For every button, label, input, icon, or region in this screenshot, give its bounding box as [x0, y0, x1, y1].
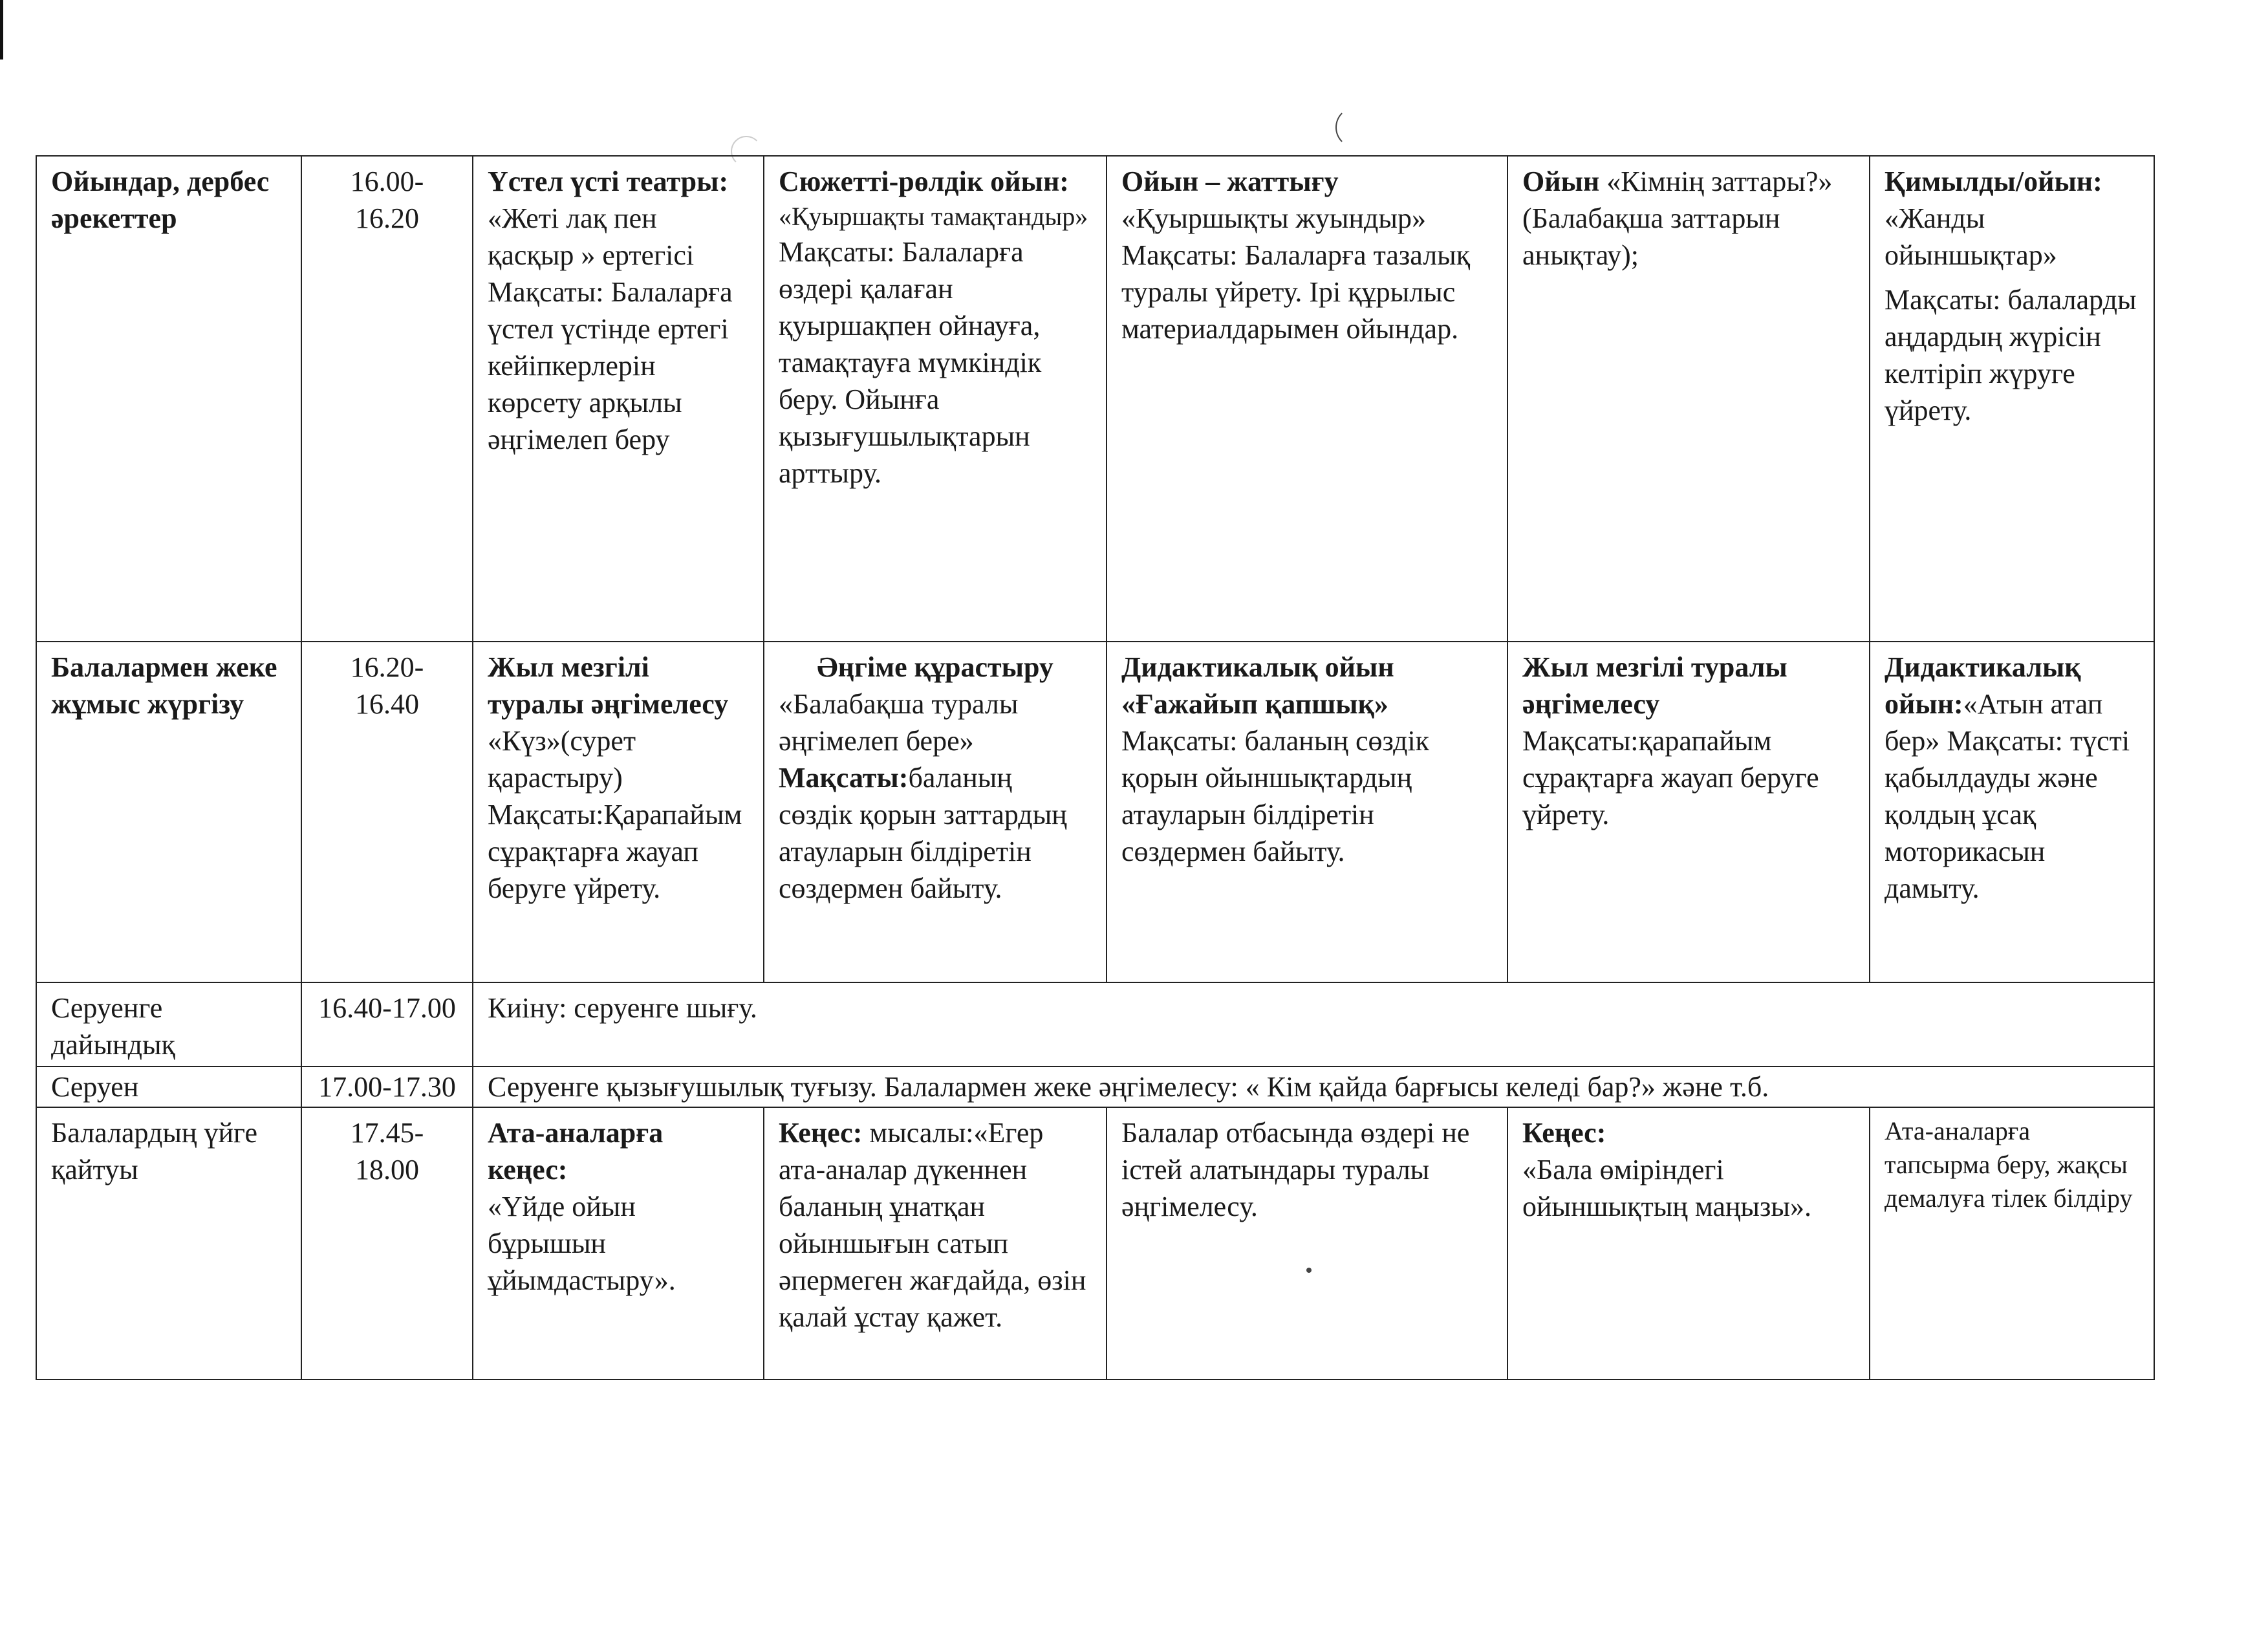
- activity-cell: Балалармен жеке жұмыс жүргізу: [36, 642, 301, 982]
- thursday-cell: [1507, 642, 1870, 982]
- wednesday-cell: [1107, 156, 1507, 642]
- friday-cell: [1870, 156, 2154, 642]
- activity-cell: Ойындар, дербес әрекеттер: [36, 156, 301, 642]
- cell-text: баланың сөздік қорын заттардың атауларын білдіретін сөздермен байыту.: [779, 762, 1067, 904]
- cell-text: «Жанды ойыншықтар»: [1885, 202, 2057, 271]
- cell-title: Әңгіме құрастыру: [817, 651, 1053, 683]
- time-start: 16.00-: [350, 166, 424, 197]
- time-end: 16.40: [355, 688, 419, 720]
- merged-cell: Серуенге қызығушылық туғызу. Балалармен жеке әңгімелесу: « Кім қайда барғысы келеді бар?» және т.б.: [473, 1067, 2154, 1107]
- wednesday-cell: [1107, 642, 1507, 982]
- activity-cell: Серуен: [36, 1067, 301, 1107]
- cell-title: Дидактикалық ойын:: [1885, 651, 2081, 720]
- activity-cell: Серуенге дайындық: [36, 982, 301, 1067]
- cell-title: Ата-аналарға кеңес:: [488, 1117, 664, 1186]
- table-row-home: [36, 1107, 2154, 1380]
- cell-text: «Үйде ойын бұрышын ұйымдастыру».: [488, 1191, 676, 1296]
- cell-title: Үстел үсті театры:: [488, 166, 729, 197]
- time-cell: 16.40-17.00: [301, 982, 473, 1067]
- tuesday-cell: [764, 1107, 1107, 1380]
- time-cell: [301, 642, 473, 982]
- table-row-play: [36, 156, 2154, 642]
- activity-cell: Балалардың үйге қайтуы: [36, 1107, 301, 1380]
- daily-plan-table: [36, 155, 2155, 1380]
- cell-title: Жыл мезгілі туралы әңгімелесу: [1522, 651, 1787, 720]
- time-start: 16.20-: [350, 651, 424, 683]
- time-cell: [301, 156, 473, 642]
- cell-text: «Балабақша туралы әңгімелеп бере»: [779, 688, 1019, 757]
- cell-text: Мақсаты:қарапайым сұрақтарға жауап беруге үйрету.: [1522, 725, 1819, 830]
- cell-text: мысалы:«Егер ата-аналар дүкеннен баланың ұнатқан ойыншығын сатып әпермеген жағдайда, өзін қалай ұстау қажет.: [779, 1117, 1086, 1333]
- wednesday-cell: [1107, 1107, 1507, 1380]
- cell-title: Кеңес:: [1522, 1117, 1606, 1149]
- monday-cell: [473, 1107, 764, 1380]
- cell-subtitle: «Қуыршақты тамақтандыр»: [779, 202, 1088, 231]
- cell-text: Мақсаты: Балаларға өздері қалаған қуыршақпен ойнауға, тамақтауға мүмкіндік беру. Ойынға қызығушылықтарын арттыру.: [779, 236, 1042, 489]
- time-end: 16.20: [355, 202, 419, 234]
- cell-text: «Күз»(сурет қарастыру) Мақсаты:Қарапайым сұрақтарға жауап беруге үйрету.: [488, 725, 742, 904]
- cell-text: Ата-аналарға тапсырма беру, жақсы демалуға тілек білдіру: [1885, 1116, 2133, 1213]
- table-row-walk: [36, 1067, 2154, 1107]
- table-row-prep: [36, 982, 2154, 1067]
- thursday-cell: [1507, 156, 1870, 642]
- cell-title: Ойын: [1522, 166, 1600, 197]
- cell-text: «Кімнің заттары?» (Балабақша заттарын анықтау);: [1522, 166, 1833, 271]
- monday-cell: [473, 642, 764, 982]
- cell-title: Қимылды/ойын:: [1885, 166, 2102, 197]
- cell-title: Дидактикалық ойын: [1121, 651, 1394, 683]
- time-start: 17.45-: [350, 1117, 424, 1149]
- pen-mark: [1335, 107, 1377, 148]
- thursday-cell: [1507, 1107, 1870, 1380]
- cell-title: Жыл мезгілі туралы әңгімелесу: [488, 651, 729, 720]
- cell-text: «Атын атап бер» Мақсаты: түсті қабылдауды және қолдың ұсақ моторикасын дамыту.: [1885, 688, 2130, 904]
- monday-cell: [473, 156, 764, 642]
- time-cell: [301, 1107, 473, 1380]
- tuesday-cell: [764, 642, 1107, 982]
- tuesday-cell: [764, 156, 1107, 642]
- cell-title: «Ғажайып қапшық»: [1121, 688, 1388, 720]
- cell-title: Ойын – жаттығу: [1121, 166, 1339, 197]
- time-end: 18.00: [355, 1154, 419, 1186]
- cell-text: Балалар отбасында өздері не істей алатындары туралы әңгімелесу.: [1121, 1117, 1470, 1222]
- cell-label: Мақсаты:: [779, 762, 909, 794]
- cell-text: «Жеті лақ пен қасқыр » ертегісі Мақсаты: Балаларға үстел үстінде ертегі кейіпкерлерін көрсету арқылы әңгімелеп беру: [488, 202, 733, 455]
- friday-cell: [1870, 642, 2154, 982]
- cell-text: «Бала өміріндегі ойыншықтың маңызы».: [1522, 1154, 1811, 1222]
- cell-title: Сюжетті-рөлдік ойын:: [779, 166, 1069, 197]
- time-cell: 17.00-17.30: [301, 1067, 473, 1107]
- cell-text: Мақсаты: баланың сөздік қорын ойыншықтардың атауларын білдіретін сөздермен байыту.: [1121, 725, 1430, 867]
- merged-cell: Киіну: серуенге шығу.: [473, 982, 2154, 1067]
- scan-edge-mark: [0, 0, 3, 60]
- cell-title: Кеңес:: [779, 1117, 863, 1149]
- cell-text: «Қуыршықты жуындыр» Мақсаты: Балаларға тазалық туралы үйрету. Ірі құрылыс материалдарымен ойындар.: [1121, 202, 1471, 345]
- cell-text: Мақсаты: балаларды аңдардың жүрісін келтіріп жүруге үйрету.: [1885, 284, 2137, 426]
- friday-cell: [1870, 1107, 2154, 1380]
- table-row-individual: [36, 642, 2154, 982]
